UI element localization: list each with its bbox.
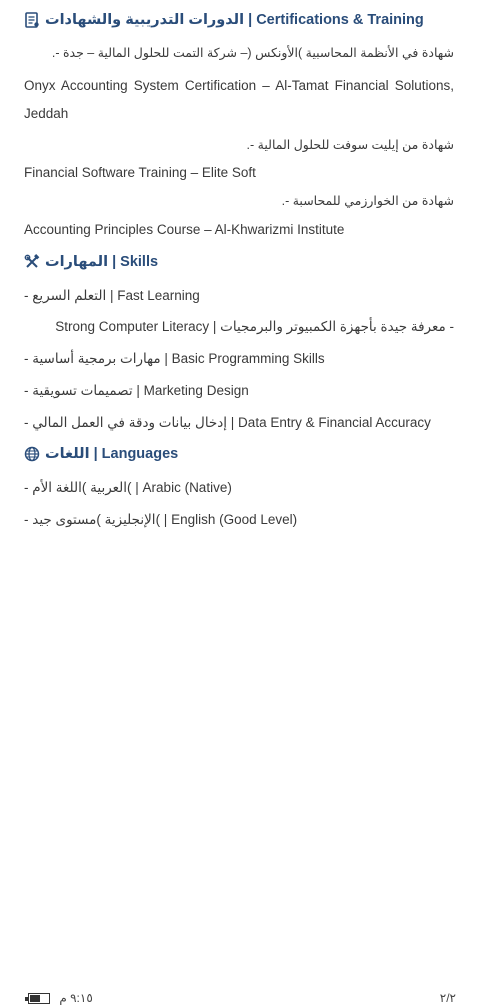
skill-item-5: - إدخال بيانات ودقة في العمل المالي | Data Entry & Financial Accuracy: [24, 415, 431, 430]
certifications-heading-text: الدورات التدريبية والشهادات | Certifications & Training: [45, 12, 424, 28]
footer-time: ٩:١٥ م: [59, 991, 93, 1005]
footer-page-number: ٢/٢: [439, 991, 456, 1005]
language-item-1: - العربية )اللغة الأم( | Arabic (Native): [24, 480, 232, 495]
cert-item-1-arabic: شهادة في الأنظمة المحاسبية )الأونكس (– شركة التمت للحلول المالية – جدة -.: [51, 46, 454, 60]
skill-item-4: - تصميمات تسويقية | Marketing Design: [24, 383, 249, 398]
cert-item-3-arabic: شهادة من الخوارزمي للمحاسبة -.: [281, 194, 454, 208]
footer-status: [24, 991, 93, 1005]
skills-heading-text: المهارات | Skills: [45, 254, 159, 270]
skill-item-1: - التعلم السريع | Fast Learning: [24, 288, 200, 303]
cert-item-1-english: Onyx Accounting System Certification – Al-Tamat Financial Solutions, Jeddah: [24, 78, 454, 121]
battery-icon: [28, 993, 50, 1004]
globe-icon: [24, 446, 40, 462]
cert-item-2-english: Financial Software Training – Elite Soft: [24, 165, 256, 180]
certificate-icon: [24, 12, 40, 28]
skills-heading: [24, 254, 158, 270]
language-item-2: - الإنجليزية )مستوى جيد( | English (Good Level): [24, 512, 298, 527]
skill-item-3: - مهارات برمجية أساسية | Basic Programming Skills: [24, 351, 325, 366]
certifications-heading: [24, 12, 424, 28]
battery-fill: [30, 995, 40, 1002]
languages-heading-text: اللغات | Languages: [45, 446, 179, 462]
cert-item-2-arabic: شهادة من إيليت سوفت للحلول المالية -.: [246, 138, 454, 152]
skill-item-2: - معرفة جيدة بأجهزة الكمبيوتر والبرمجيات | Strong Computer Literacy: [55, 319, 454, 334]
cert-item-3-english: Accounting Principles Course – Al-Khwarizmi Institute: [24, 222, 345, 237]
languages-heading: [24, 446, 178, 462]
tools-icon: [24, 254, 40, 270]
